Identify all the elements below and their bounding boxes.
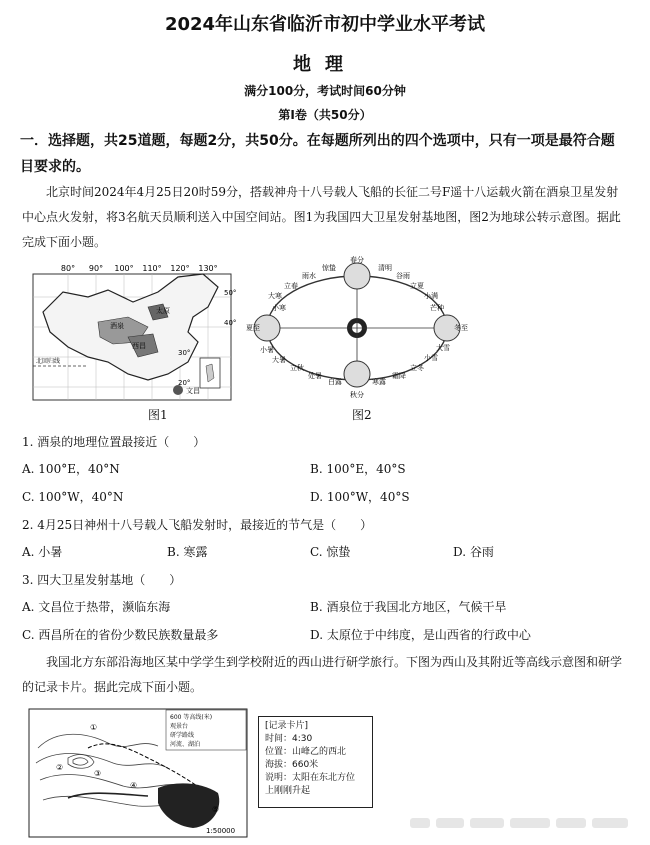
section-heading: 一．选择题，共25道题，每题2分，共50分。在每题所列出的四个选项中，只有一项是最符合题目要求的。 [20,133,615,175]
place-label-taiyuan: 太原 [156,307,170,315]
subject-title: 地理 [293,54,357,75]
question-2-option-a[interactable]: A. 小暑 [22,545,63,559]
term-label: 处暑 [308,372,322,380]
point-label: ④ [130,781,138,790]
lat-label: 30° [178,349,191,357]
point-label: ① [90,723,98,732]
legend-contour: 600 等高线(米) [170,714,213,721]
place-label-wenchang: 文昌 [186,387,200,395]
lon-label: 110° [142,264,162,273]
term-label: 清明 [378,264,392,272]
question-2-option-c[interactable]: C. 惊蛰 [310,545,351,559]
term-label: 立秋 [290,364,304,372]
question-2-option-b[interactable]: B. 寒露 [167,545,208,559]
question-1-option-c[interactable]: C. 100°W，40°N [22,490,124,504]
place-label-jiuquan: 酒泉 [110,322,124,330]
lat-label: 20° [178,379,191,387]
question-3-option-c[interactable]: C. 西昌所在的省份少数民族数量最多 [22,628,219,642]
lat-label: 50° [224,289,237,297]
intro-paragraph-2: 我国北方东部沿海地区某中学学生到学校附近的西山进行研学旅行。下图为西山及其附近等高线示意图和研学的记录卡片。据此完成下面小题。 [22,655,623,694]
question-3-option-d[interactable]: D. 太原位于中纬度，是山西省的行政中心 [310,628,531,642]
term-label: 立春 [284,282,298,290]
exam-meta: 满分100分，考试时间60分钟 [244,84,406,98]
place-label-xichang: 西昌 [132,342,146,350]
term-label: 大雪 [436,344,450,352]
point-label: ② [56,763,64,772]
term-label: 惊蛰 [322,264,336,272]
record-card [258,716,373,808]
contour-map [28,708,248,838]
term-label: 谷雨 [396,272,410,280]
term-label: 小暑 [260,346,274,354]
term-label: 霜降 [392,372,406,380]
point-label: ③ [94,769,102,778]
lon-label: 80° [60,264,76,273]
point-label: ⑤ [212,805,220,814]
question-3-option-a[interactable]: A. 文昌位于热带，濒临东海 [22,600,171,614]
term-label: 芒种 [430,304,444,312]
place-label-tropic: 北回归线 [36,358,61,365]
exam-title: 2024年山东省临沂市初中学业水平考试 [164,14,486,35]
term-label: 小寒 [272,304,286,312]
question-1-option-a[interactable]: A. 100°E，40°N [22,462,120,476]
lon-label: 120° [170,264,190,273]
intro-paragraph-1: 北京时间2024年4月25日20时59分，搭载神舟十八号载人飞船的长征二号F遥十八运载火箭在酒泉卫星发射中心点火发射，将3名航天员顺利送入中国空间站。图1为我国四大卫星发射基地图，图2为地球公转示意图。据此完成下面小题。 [22,185,621,249]
legend-viewpoint: 观景台 [170,723,189,730]
term-label: 立冬 [410,364,424,372]
lon-label: 130° [198,264,218,273]
term-label: 夏至 [246,324,260,332]
watermark-blur [410,812,630,834]
lon-label: 100° [114,264,134,273]
legend-route: 研学路线 [170,732,195,739]
term-label: 冬至 [454,324,468,332]
map-scale: 1:50000 [206,827,236,835]
record-card-note: 说明：太阳在东北方位 [265,773,356,783]
term-label: 秋分 [350,391,364,399]
question-1-stem: 1. 酒泉的地理位置最接近（ ） [22,435,206,449]
figure1-caption: 图1 [148,408,168,422]
record-card-heading: [记录卡片] [265,721,309,731]
term-label: 雨水 [302,272,316,280]
record-card-time: 时间：4:30 [265,734,313,744]
question-2-stem: 2. 4月25日神州十八号载人飞船发射时，最接近的节气是（ ） [22,518,373,532]
figure2-orbit-diagram [245,256,470,401]
lon-label: 90° [88,264,104,273]
question-2-option-d[interactable]: D. 谷雨 [453,545,494,559]
term-label: 大暑 [272,356,286,364]
term-label: 寒露 [372,378,386,386]
legend-water: 河流、湖泊 [170,741,201,748]
question-1-option-d[interactable]: D. 100°W，40°S [310,490,410,504]
term-label: 春分 [350,256,364,264]
record-card-altitude: 海拔：660米 [265,760,319,770]
volume-heading: 第Ⅰ卷（共50分） [278,108,372,122]
question-3-option-b[interactable]: B. 酒泉位于我国北方地区，气候干旱 [310,600,507,614]
term-label: 大寒 [268,292,282,300]
term-label: 小雪 [424,354,438,362]
term-label: 白露 [328,378,342,386]
figure2-caption: 图2 [352,408,372,422]
record-card-note-cont: 上刚刚升起 [265,786,311,796]
question-3-stem: 3. 四大卫星发射基地（ ） [22,573,182,587]
record-card-location: 位置：山峰乙的西北 [265,747,347,757]
term-label: 小满 [424,292,438,300]
lat-label: 40° [224,319,237,327]
figure1-china-map [28,262,238,402]
question-1-option-b[interactable]: B. 100°E，40°S [310,462,406,476]
term-label: 立夏 [410,282,424,290]
